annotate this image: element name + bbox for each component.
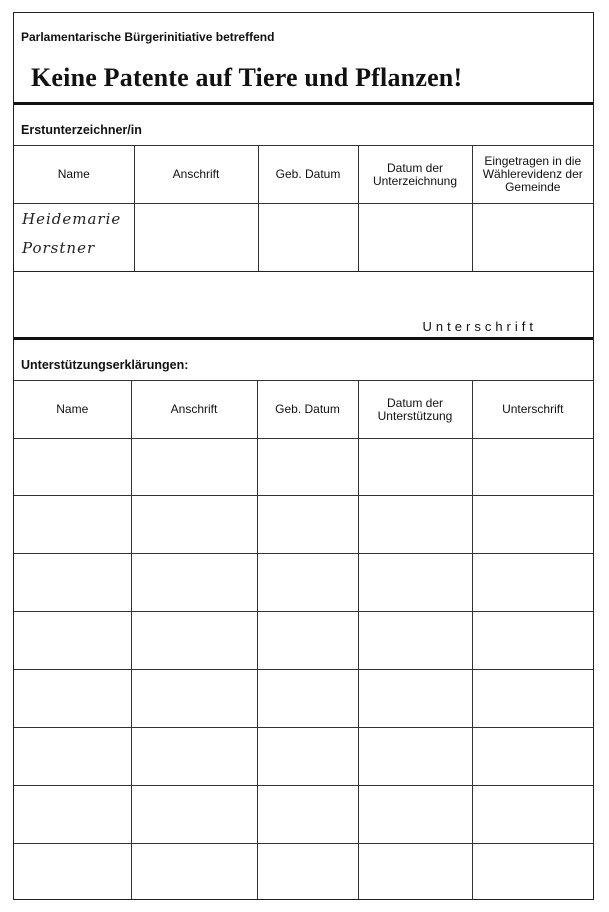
support-signature-cell[interactable]	[472, 612, 593, 670]
support-support-date-cell[interactable]	[358, 612, 472, 670]
support-header-row	[14, 381, 593, 439]
support-entry-row	[14, 554, 593, 612]
support-entry-row	[14, 496, 593, 554]
support-signature-cell[interactable]	[472, 670, 593, 728]
support-name-cell[interactable]	[14, 612, 131, 670]
support-name-cell[interactable]	[14, 786, 131, 844]
form-subtitle: Parlamentarische Bürgerinitiative betreffend	[21, 30, 275, 44]
support-address-cell[interactable]	[131, 728, 257, 786]
support-name-cell[interactable]	[14, 728, 131, 786]
support-entry-row	[14, 670, 593, 728]
support-signature-cell[interactable]	[472, 439, 593, 496]
initiator-signature-label: Unterschrift	[422, 319, 537, 334]
support-support-date-cell[interactable]	[358, 554, 472, 612]
support-name-cell[interactable]	[14, 439, 131, 496]
support-birthdate-cell[interactable]	[257, 844, 358, 899]
support-support-date-cell[interactable]	[358, 728, 472, 786]
handwritten-name-line1: Heidemarie	[22, 210, 122, 228]
support-section-label: Unterstützungserklärungen:	[21, 358, 189, 372]
support-birthdate-cell[interactable]	[257, 439, 358, 496]
support-address-cell[interactable]	[131, 496, 257, 554]
initiator-birthdate-cell[interactable]	[258, 204, 358, 272]
support-support-date-cell[interactable]	[358, 844, 472, 899]
support-support-date-cell[interactable]	[358, 670, 472, 728]
support-col-header-address: Anschrift	[131, 381, 257, 439]
support-col-header-signature: Unterschrift	[472, 381, 593, 439]
support-rows	[14, 439, 593, 899]
support-name-cell[interactable]	[14, 496, 131, 554]
petition-form	[13, 12, 594, 900]
initiator-signing-date-cell[interactable]	[358, 204, 472, 272]
support-signature-cell[interactable]	[472, 496, 593, 554]
support-entry-row	[14, 786, 593, 844]
support-name-cell[interactable]	[14, 844, 131, 899]
col-header-name: Name	[14, 146, 134, 204]
support-support-date-cell[interactable]	[358, 439, 472, 496]
support-birthdate-cell[interactable]	[257, 554, 358, 612]
support-address-cell[interactable]	[131, 554, 257, 612]
support-address-cell[interactable]	[131, 612, 257, 670]
initiator-section-label: Erstunterzeichner/in	[21, 123, 142, 137]
support-entry-row	[14, 728, 593, 786]
support-name-cell[interactable]	[14, 670, 131, 728]
support-entry-row	[14, 844, 593, 899]
support-address-cell[interactable]	[131, 439, 257, 496]
initiator-table	[14, 145, 593, 272]
support-entry-row	[14, 439, 593, 496]
initiator-header-row	[14, 146, 593, 204]
support-col-header-name: Name	[14, 381, 131, 439]
support-birthdate-cell[interactable]	[257, 496, 358, 554]
col-header-birthdate: Geb. Datum	[258, 146, 358, 204]
support-birthdate-cell[interactable]	[257, 612, 358, 670]
support-address-cell[interactable]	[131, 786, 257, 844]
support-entry-row	[14, 612, 593, 670]
support-birthdate-cell[interactable]	[257, 728, 358, 786]
col-header-address: Anschrift	[134, 146, 258, 204]
support-signature-cell[interactable]	[472, 728, 593, 786]
support-name-cell[interactable]	[14, 554, 131, 612]
support-support-date-cell[interactable]	[358, 786, 472, 844]
initiator-voter-register-cell[interactable]	[472, 204, 593, 272]
support-table	[14, 380, 593, 899]
col-header-voter-register: Eingetragen in die Wählerevidenz der Gemeinde	[472, 146, 593, 204]
support-birthdate-cell[interactable]	[257, 786, 358, 844]
support-col-header-support-date: Datum der Unterstützung	[358, 381, 472, 439]
support-birthdate-cell[interactable]	[257, 670, 358, 728]
col-header-signing-date: Datum der Unterzeichnung	[358, 146, 472, 204]
initiator-address-cell[interactable]	[134, 204, 258, 272]
support-support-date-cell[interactable]	[358, 496, 472, 554]
support-signature-cell[interactable]	[472, 786, 593, 844]
support-address-cell[interactable]	[131, 844, 257, 899]
initiator-entry-row	[14, 204, 593, 272]
initiator-name-cell[interactable]	[14, 204, 134, 272]
page-title: Keine Patente auf Tiere und Pflanzen!	[31, 63, 463, 92]
support-address-cell[interactable]	[131, 670, 257, 728]
signature-divider	[14, 337, 593, 340]
support-col-header-birthdate: Geb. Datum	[257, 381, 358, 439]
support-signature-cell[interactable]	[472, 554, 593, 612]
support-signature-cell[interactable]	[472, 844, 593, 899]
initiator-row-divider	[14, 271, 593, 272]
header-divider	[14, 102, 593, 105]
handwritten-name-line2: Porstner	[22, 239, 96, 257]
